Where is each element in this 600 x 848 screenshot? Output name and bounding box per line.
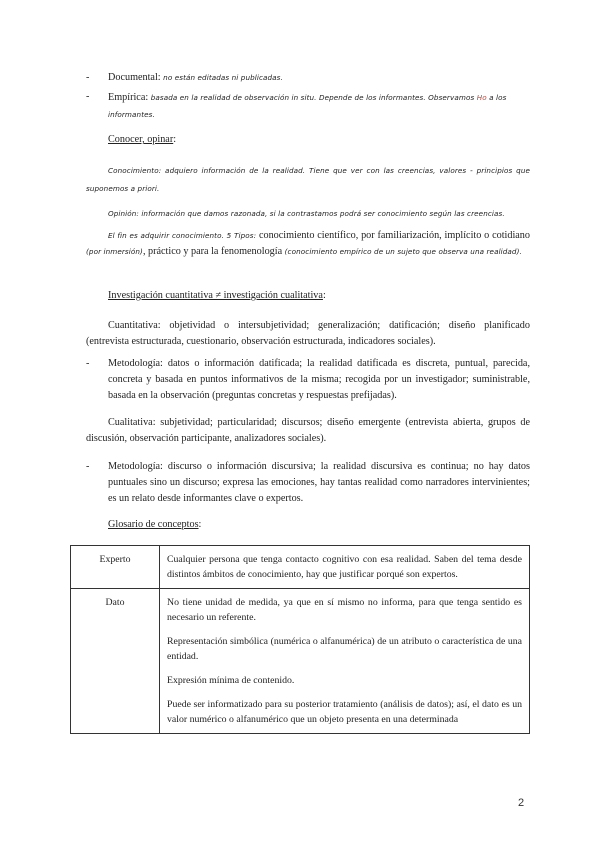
definition-paragraph: Puede ser informatizado para su posterior tratamiento (análisis de datos); así, el dato es un valor numérico o alfanumérico que un objeto presenta en una determinada [167,699,522,725]
bullet-dash: - [86,461,90,472]
table-row [71,589,530,734]
bullet-documental [86,70,530,86]
definition-paragraph: Representación simbólica (numérica o alfanumérica) de un atributo o característica de una entidad. [167,636,522,662]
definition-paragraph: Cualquier persona que tenga contacto cognitivo con esa realidad. Saben del tema desde distintos ámbitos de conocimiento, hay que justificar porqué son expertos. [167,554,522,580]
section-heading-conocer: Conocer, opinar: [108,134,177,145]
conocimiento-note: Conocimiento: adquiero información de la realidad. Tiene que ver con las creencias, valores - principios que suponemos a priori. [86,166,530,193]
bullet-dash: - [86,358,90,369]
handwritten-note: basada en la realidad de observación in situ. Depende de los informantes. Observamos [150,93,477,102]
handwritten-note: a los informantes. [108,93,507,119]
glossary-table [70,545,530,734]
definition-cell [160,589,530,734]
bullet-cuanti-metodologia: - Metodología: datos o información datificada; la realidad datificada es discreta, puntual, parecida, concreta y basada en puntos informativos de la misma; recogida por un investigador; suministrable, basada en la observación (preguntas concretas y respuestas prefijadas). [86,358,530,401]
definition-cell [160,546,530,589]
bullet-dash: - [86,72,90,83]
section-heading-glosario: Glosario de conceptos: [108,519,202,530]
bullet-empirica [86,89,530,123]
cualitativa-paragraph: Cualitativa: subjetividad; particularidad; discursos; diseño emergente (entrevista abierta, grupos de discusión, observación participante, analizadores sociales). [86,417,530,444]
cuantitativa-paragraph: Cuantitativa: objetividad o intersubjetividad; generalización; datificación; diseño planificado (entrevista estructurada, cuestionario, observación estructurada, indicadores sociales). [86,320,530,347]
definition-paragraph: No tiene unidad de medida, ya que en sí mismo no informa, para que tenga sentido es necesario un referente. [167,597,522,623]
term-cell: Dato [71,589,160,734]
bullet-dash: - [86,91,90,102]
handwritten-note-red: Ho [476,93,487,102]
bullet-label: Empírica: [108,92,149,103]
section-heading-investigacion: Investigación cuantitativa ≠ investigación cualitativa: [108,290,326,301]
fin-paragraph: El fin es adquirir conocimiento. 5 Tipos: conocimiento científico, por familiarización, implícito o cotidiano (por inmersión), práctico y para la fenomenología (conocimiento empírico de un sujeto que observa una realidad). [86,230,530,257]
definition-paragraph: Expresión mínima de contenido. [167,675,295,686]
term-cell: Experto [71,546,160,589]
bullet-label: Documental: [108,72,161,83]
handwritten-note: no están editadas ni publicadas. [163,73,283,82]
opinion-note: Opinión: información que damos razonada, si la contrastamos podrá ser conocimiento según las creencias. [108,209,505,218]
table-row [71,546,530,589]
bullet-cuali-metodologia: - Metodología: discurso o información discursiva; la realidad discursiva es continua; no hay datos puntuales sino un discurso; expresa las emociones, hay tantas realidad como narradores intervinientes; es un relato desde informantes clave o expertos. [86,461,530,504]
page-number: 2 [518,797,525,809]
